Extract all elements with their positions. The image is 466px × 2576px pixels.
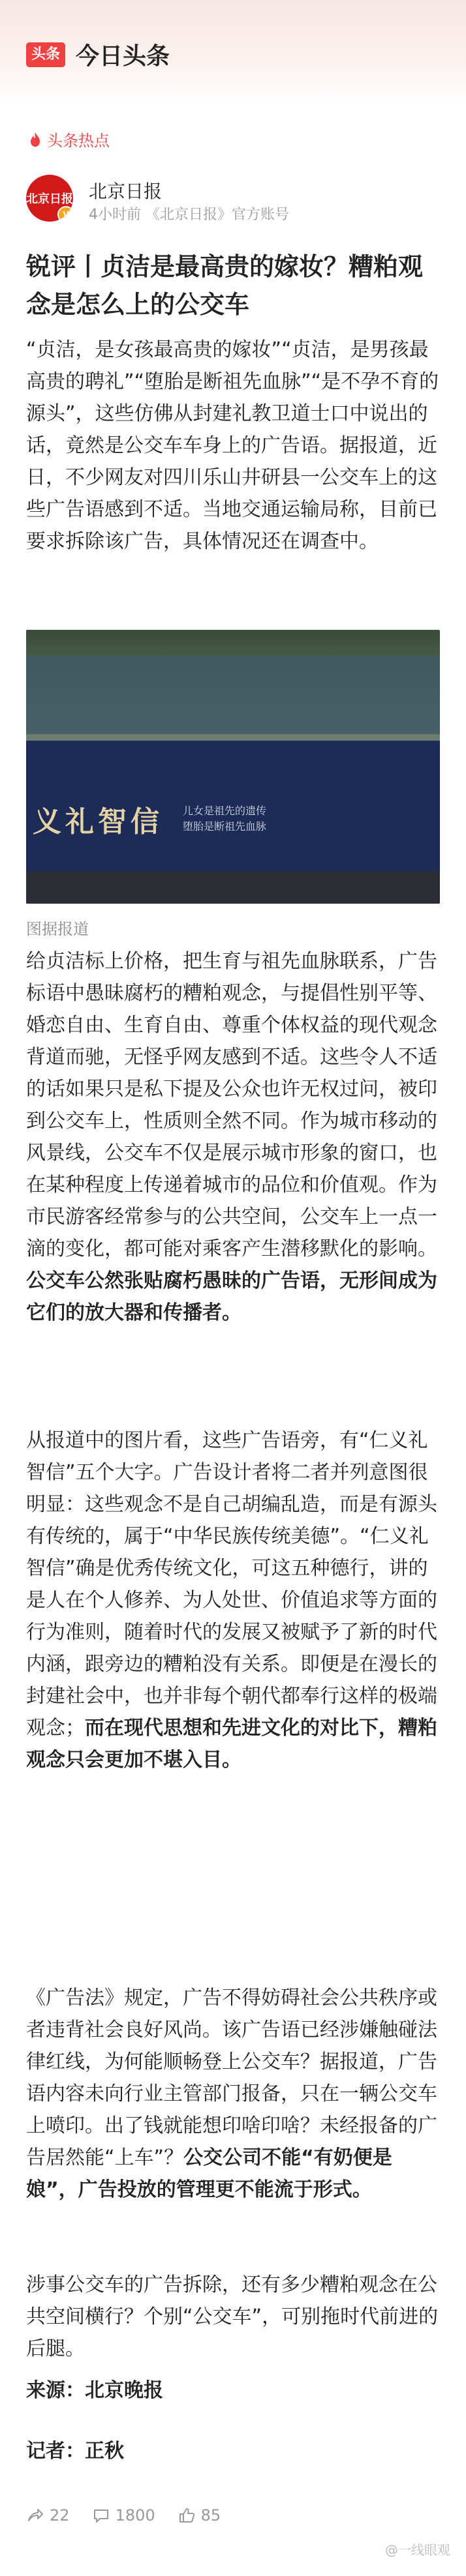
author-meta: 4小时前 《北京日报》官方账号 (89, 207, 289, 223)
thumbs-up-icon (178, 2506, 196, 2524)
share-icon (26, 2506, 44, 2524)
like-count: 85 (200, 2506, 221, 2524)
article-paragraph (26, 1425, 440, 1776)
bus-advertisement (26, 786, 440, 851)
article-title: 锐评丨贞洁是最高贵的嫁妆？糟粕观念是怎么上的公交车 (26, 252, 424, 319)
road (26, 871, 440, 904)
avatar-text: 北京日报 (26, 192, 73, 206)
verified-badge-icon: V (57, 206, 73, 222)
bus-windows (26, 656, 440, 734)
watermark: @一线眼观 (385, 2542, 450, 2558)
author-block[interactable] (26, 175, 444, 227)
hot-topic-tag[interactable] (29, 128, 110, 151)
article-paragraph (26, 1982, 440, 2206)
comment-count: 1800 (115, 2506, 155, 2524)
share-button[interactable] (26, 2506, 70, 2524)
bold-text: 公交车公然张贴腐朽愚昧的广告语，无形间成为它们的放大器和传播者。 (26, 1269, 437, 1324)
article-photo[interactable] (26, 630, 440, 904)
paragraph-text: 《广告法》规定，广告不得妨碍社会公共秩序或者违背社会良好风尚。该广告语已经涉嫌触碰法律红线，为何能顺畅登上公交车？据报道，广告语内容未向行业主管部门报备，只在一辆公交车上喷印。出了钱就能想印啥印啥？未经报备的广告居然能“上车”？ (26, 1987, 437, 2169)
article-paragraph: “贞洁，是女孩最高贵的嫁妆”“贞洁，是男孩最高贵的聘礼”“堕胎是断祖先血脉”“是不孕不育的源头”，这些仿佛从封建礼教卫道士口中说出的话，竟然是公交车车身上的广告语。据报道，近日，不少网友对四川乐山井研县一公交车上的这些广告语感到不适。当地交通运输局称，目前已要求拆除该广告，具体情况还在调查中。 (26, 338, 439, 553)
action-bar (26, 2502, 444, 2528)
comment-icon (92, 2506, 110, 2524)
bold-text: 而在现代思想和先进文化的对比下，糟粕观念只会更加不堪入目。 (26, 1717, 437, 1771)
comment-button[interactable] (92, 2506, 155, 2524)
ad-line: 堕胎是断祖先血脉 (183, 820, 267, 833)
ad-slogan: 义礼智信 (33, 805, 163, 838)
bold-text: 公交公司不能“有奶便是娘”，广告投放的管理更不能流于形式。 (26, 2146, 392, 2201)
paragraph-text: 给贞洁标上价格，把生育与祖先血脉联系，广告标语中愚昧腐朽的糟粕观念，与提倡性别平等、婚恋自由、生育自由、尊重个体权益的现代观念背道而驰，无怪乎网友感到不适。这些令人不适的话如果只是私下提及公众也许无权过问，被印到公交车上，性质则全然不同。作为城市移动的风景线，公交车不仅是展示城市形象的窗口，也在某种程度上传递着城市的品位和价值观。作为市民游客经常参与的公共空间，公交车上一点一滴的变化，都可能对乘客产生潜移默化的影响。 (26, 950, 437, 1260)
author-name[interactable]: 北京日报 (89, 181, 163, 202)
photo-caption: 图据报道 (26, 920, 89, 938)
article-source: 来源：北京晚报 (26, 2379, 163, 2402)
avatar[interactable] (26, 175, 73, 222)
article-paragraph: 涉事公交车的广告拆除，还有多少糟粕观念在公共空间横行？个别“公交车”，可别拖时代前进的后腿。 (26, 2273, 439, 2360)
ad-line: 儿女是祖先的遗传 (183, 805, 267, 817)
paragraph-text: 从报道中的图片看，这些广告语旁，有“仁义礼智信”五个大字。广告设计者将二者并列意图很明显：这些观念不是自己胡编乱造，而是有源头有传统的，属于“中华民族传统美德”。“仁义礼智信”确是优秀传统文化，可这五种德行，讲的是人在个人修养、为人处世、价值追求等方面的行为准则，随着时代的发展又被赋予了新的时代内涵，跟旁边的糟粕没有关系。即便是在漫长的封建社会中，也并非每个朝代都奉行这样的极端观念； (26, 1429, 437, 1740)
share-count: 22 (50, 2506, 70, 2524)
article-reporter: 记者：正秋 (26, 2440, 124, 2463)
ad-small-text (183, 803, 266, 835)
article-paragraph (26, 945, 440, 1329)
app-title: 今日头条 (76, 43, 170, 70)
toutiao-logo: 头条 (26, 42, 65, 67)
flame-icon (29, 132, 42, 147)
hot-tag-label: 头条热点 (47, 132, 110, 150)
app-brand[interactable] (26, 38, 170, 71)
like-button[interactable] (178, 2506, 221, 2524)
